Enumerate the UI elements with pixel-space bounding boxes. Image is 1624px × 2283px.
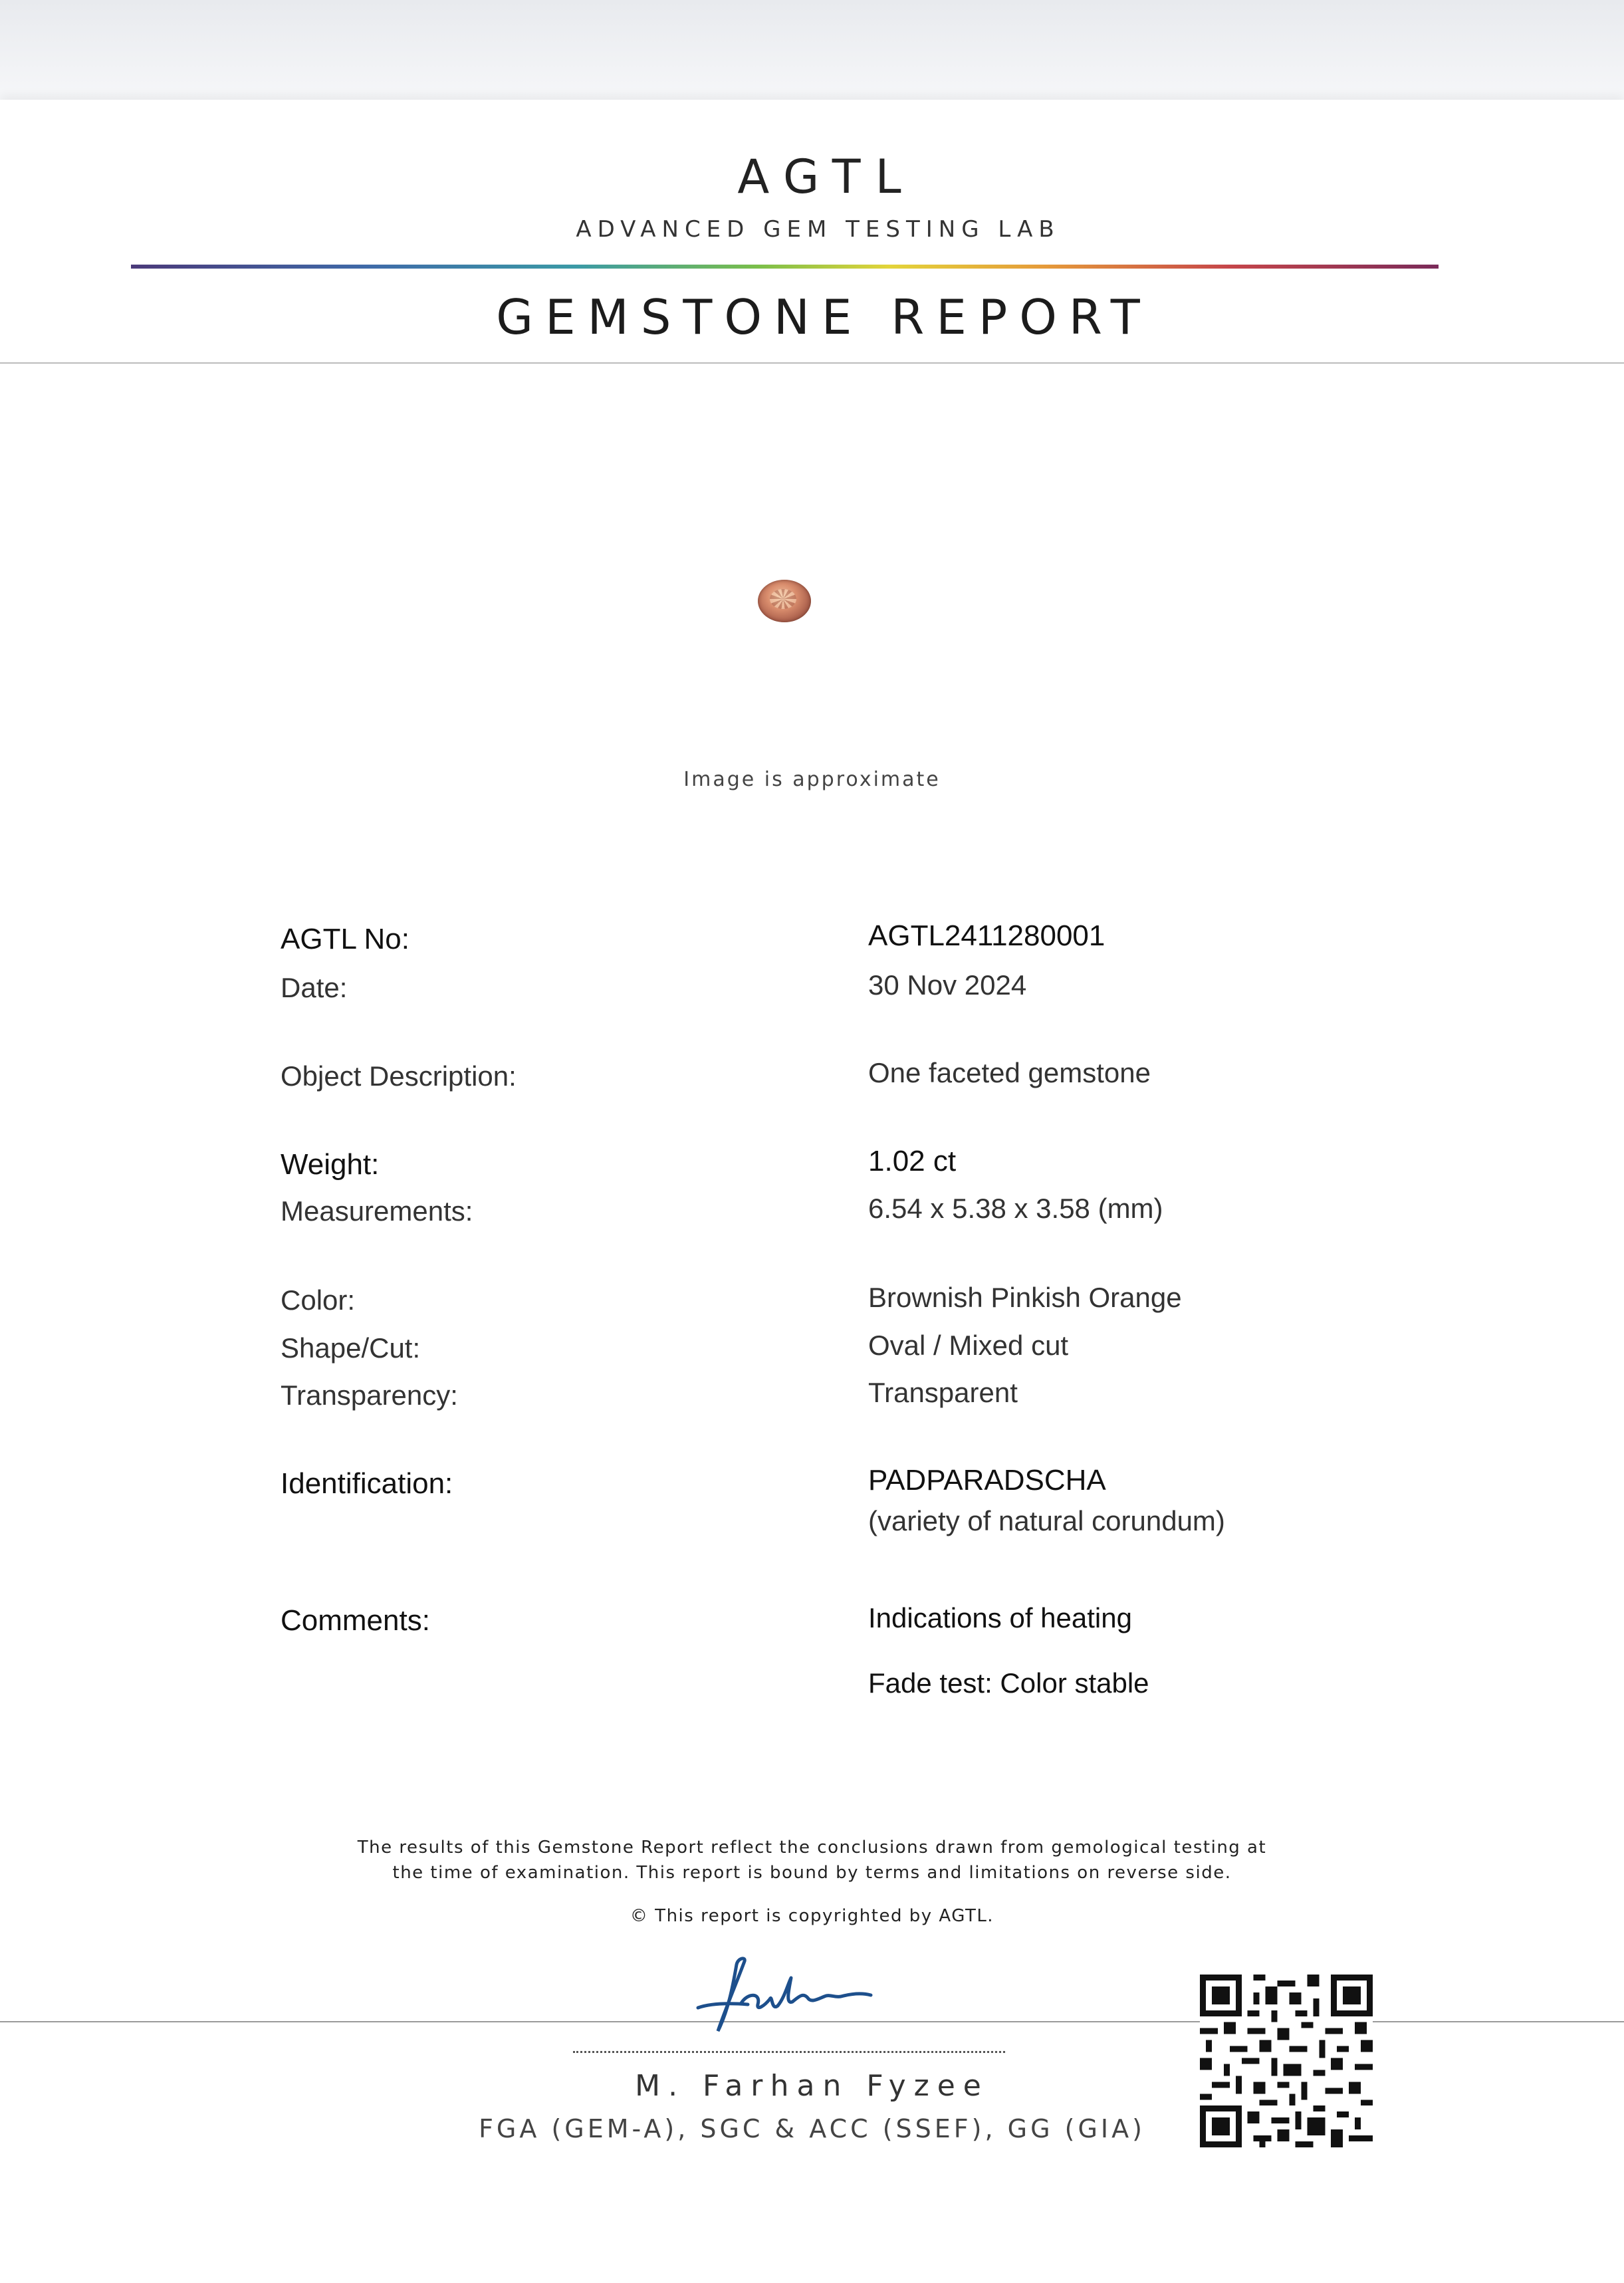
qr-code-icon [1200,1975,1373,2147]
report-title: GEMSTONE REPORT [496,289,1152,345]
measurements-label: Measurements: [281,1195,473,1227]
disclaimer [0,1835,1624,1885]
copyright-notice: © This report is copyrighted by AGTL. [630,1906,994,1926]
signer-credentials: FGA (GEM-A), SGC & ACC (SSEF), GG (GIA) [479,2114,1145,2143]
signer-name: M. Farhan Fyzee [635,2069,989,2103]
comments-label: Comments: [281,1604,430,1637]
identification-note: (variety of natural corundum) [868,1505,1225,1536]
disclaimer-line-2: the time of examination. This report is bound by terms and limitations on reverse side. [392,1863,1232,1883]
lab-name: ADVANCED GEM TESTING LAB [576,216,1060,243]
weight-label: Weight: [281,1148,380,1181]
image-note: Image is approximate [683,768,941,791]
header-divider [0,362,1624,364]
identification-label: Identification: [281,1467,453,1500]
gemstone-image [758,580,811,622]
color-label: Color: [281,1284,356,1316]
transparency-value: Transparent [868,1377,1018,1408]
transparency-label: Transparency: [281,1380,458,1411]
weight-value: 1.02 ct [868,1145,957,1177]
scan-top-margin [0,0,1624,100]
identification-value: PADPARADSCHA [868,1464,1106,1497]
comment-heating: Indications of heating [868,1602,1132,1633]
disclaimer-line-1: The results of this Gemstone Report reflect the conclusions drawn from gemological testing at [357,1838,1267,1858]
shape-cut-label: Shape/Cut: [281,1332,421,1364]
shape-cut-value: Oval / Mixed cut [868,1330,1069,1361]
lab-logo: AGTL [737,150,916,204]
measurements-value: 6.54 x 5.38 x 3.58 (mm) [868,1193,1163,1224]
color-value: Brownish Pinkish Orange [868,1282,1182,1313]
signature-line [573,2051,1005,2053]
comment-fade-test: Fade test: Color stable [868,1667,1149,1699]
object-description-value: One faceted gemstone [868,1057,1151,1088]
rainbow-divider [131,265,1439,269]
signature-image [671,1951,891,2044]
date-label: Date: [281,972,348,1003]
agtl-no-value: AGTL2411280001 [868,919,1105,952]
agtl-no-label: AGTL No: [281,923,409,955]
object-description-label: Object Description: [281,1060,517,1092]
date-value: 30 Nov 2024 [868,969,1027,1001]
